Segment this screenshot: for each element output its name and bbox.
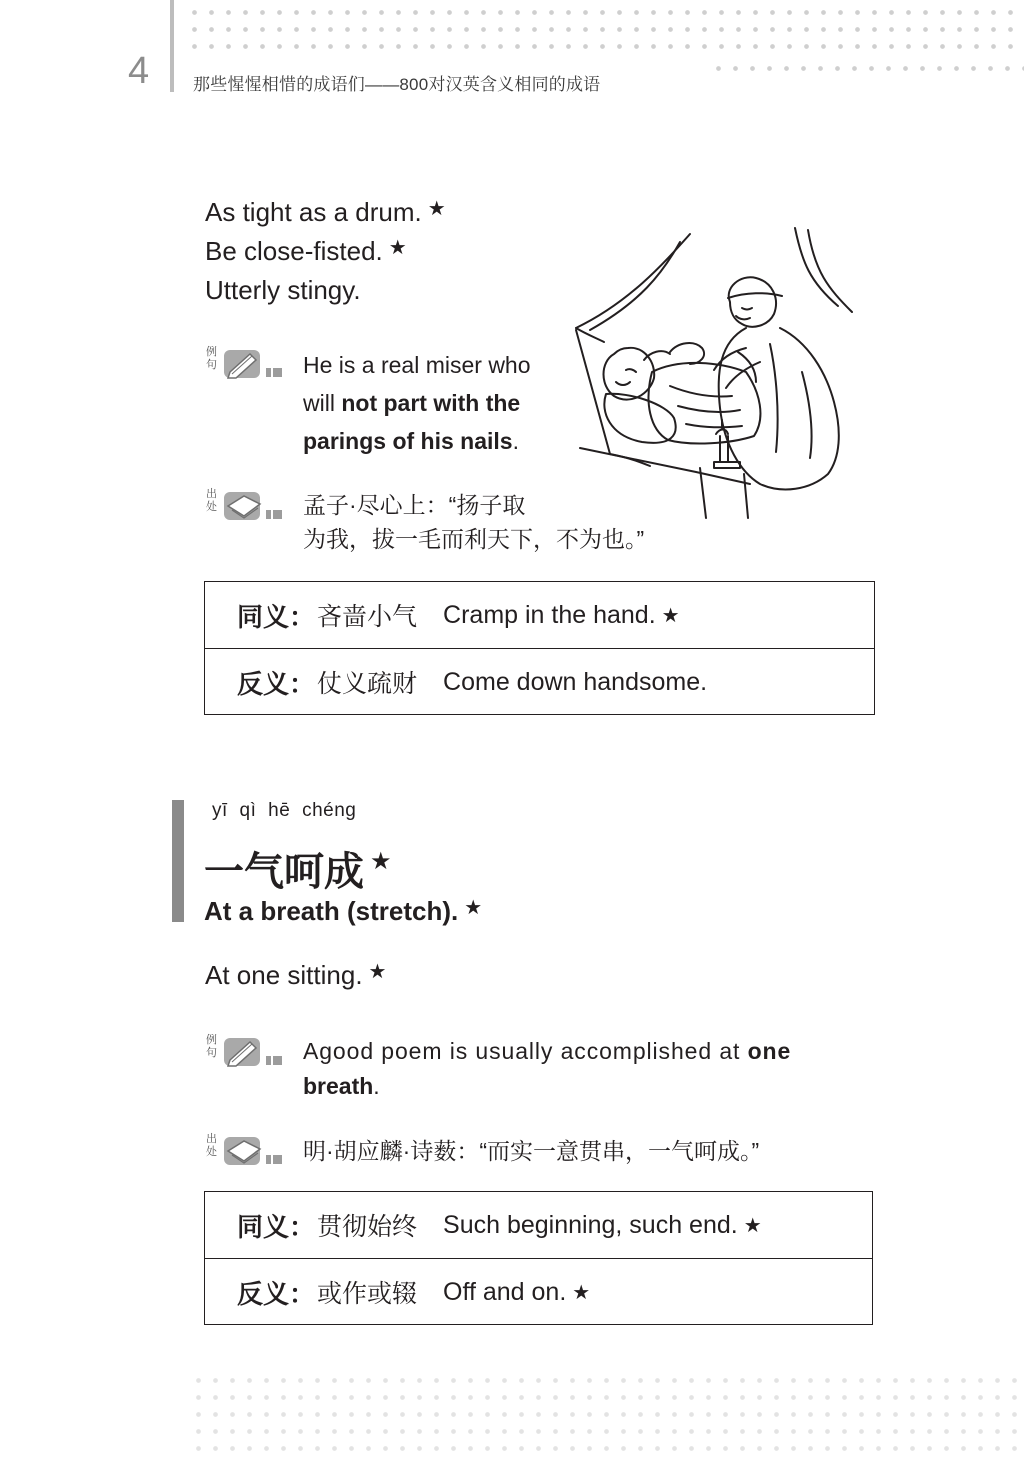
source-2-text: 明·胡应麟·诗薮：“而实一意贯串，一气呵成。”	[303, 1138, 760, 1164]
source-line: 孟子·尽心上：“扬子取	[303, 492, 526, 518]
example-fragment: .	[512, 428, 519, 454]
miser-illustration	[570, 222, 860, 520]
source-1-text	[303, 488, 703, 556]
icon-marker	[266, 1056, 271, 1065]
synonym-chinese: 贯彻始终	[317, 1213, 418, 1241]
icon-marker	[273, 1155, 282, 1164]
example-bold: not part with the	[341, 390, 521, 416]
example-icon-label: 例句	[206, 346, 217, 371]
example-fragment: .	[373, 1073, 380, 1099]
entry-side-bar	[172, 800, 184, 922]
synonym-english: Cramp in the hand.	[443, 600, 656, 629]
icon-marker	[273, 1056, 282, 1065]
idiom-title	[204, 840, 392, 897]
phrase-text: Utterly stingy.	[205, 275, 361, 305]
example-line	[303, 1034, 878, 1069]
source-icon-label: 出处	[206, 488, 217, 513]
idiom-english-text: At a breath (stretch).	[204, 896, 459, 926]
example-bold: one	[747, 1038, 792, 1064]
example-2-text	[303, 1034, 878, 1104]
alt-phrase-text: At one sitting.	[205, 960, 363, 990]
antonym-chinese: 仗义疏财	[317, 670, 418, 698]
antonym-label: 反义：	[237, 669, 316, 700]
alt-phrase	[205, 962, 386, 988]
example-bold: breath	[303, 1073, 374, 1099]
open-book-icon	[222, 1133, 266, 1169]
synonym-antonym-table-2	[204, 1191, 873, 1325]
example-icon-block	[206, 346, 286, 386]
source-icon-block	[206, 488, 286, 528]
example-line: He is a real miser who	[303, 352, 531, 378]
synonym-english: Such beginning, such end.	[443, 1210, 738, 1239]
synonym-chinese: 吝啬小气	[317, 603, 418, 631]
header-dot-pattern	[186, 4, 1024, 54]
running-head: 那些惺惺相惜的成语们——800对汉英含义相同的成语	[193, 75, 601, 94]
star-icon: ★	[572, 1281, 591, 1304]
example-line	[303, 1069, 878, 1104]
antonym-row	[205, 1258, 872, 1325]
idiom-english-title	[204, 895, 482, 927]
source-line: 为我，拔一毛而利天下，不为也。”	[303, 526, 645, 552]
example-fragment: Agood poem is usually accomplished at	[303, 1038, 748, 1064]
star-icon: ★	[743, 1214, 762, 1237]
antonym-english: Off and on.	[443, 1277, 567, 1306]
icon-marker	[273, 368, 282, 377]
star-icon: ★	[661, 604, 680, 627]
star-icon: ★	[370, 847, 392, 875]
idiom-title-text: 一气呵成	[204, 849, 364, 895]
icon-marker	[266, 368, 271, 377]
phrase-1	[205, 199, 446, 225]
star-icon: ★	[464, 897, 483, 919]
icon-marker	[266, 510, 271, 519]
pinyin: yī qì hē chéng	[212, 800, 357, 821]
example-line	[303, 422, 563, 460]
source-icon-block	[206, 1133, 286, 1173]
phrase-2	[205, 238, 407, 264]
example-1-text	[303, 346, 563, 460]
source-icon-label: 出处	[206, 1133, 217, 1158]
header-dot-pattern-lower	[710, 60, 1024, 82]
phrase-3	[205, 277, 361, 303]
example-fragment: will	[303, 390, 342, 416]
synonym-label: 同义：	[237, 1212, 316, 1243]
phrase-text: Be close-fisted.	[205, 236, 383, 266]
pencil-paper-icon	[222, 346, 266, 382]
synonym-row	[205, 582, 874, 648]
icon-marker	[266, 1155, 271, 1164]
footer-dot-pattern	[190, 1372, 1024, 1452]
header-rule	[170, 0, 174, 92]
example-icon-block	[206, 1034, 286, 1074]
example-icon-label: 例句	[206, 1034, 217, 1059]
page-number: 4	[128, 50, 150, 92]
star-icon: ★	[388, 237, 407, 259]
synonym-row	[205, 1192, 872, 1258]
icon-marker	[273, 510, 282, 519]
phrase-text: As tight as a drum.	[205, 197, 422, 227]
example-line	[303, 384, 563, 422]
antonym-row	[205, 648, 874, 715]
pencil-paper-icon	[222, 1034, 266, 1070]
star-icon: ★	[368, 961, 387, 983]
example-bold: parings of his nails	[303, 428, 513, 454]
open-book-icon	[222, 488, 266, 524]
synonym-label: 同义：	[237, 602, 316, 633]
star-icon: ★	[427, 198, 446, 220]
synonym-antonym-table-1	[204, 581, 875, 715]
antonym-label: 反义：	[237, 1279, 316, 1310]
antonym-chinese: 或作或辍	[317, 1280, 418, 1308]
antonym-english: Come down handsome.	[443, 667, 708, 696]
